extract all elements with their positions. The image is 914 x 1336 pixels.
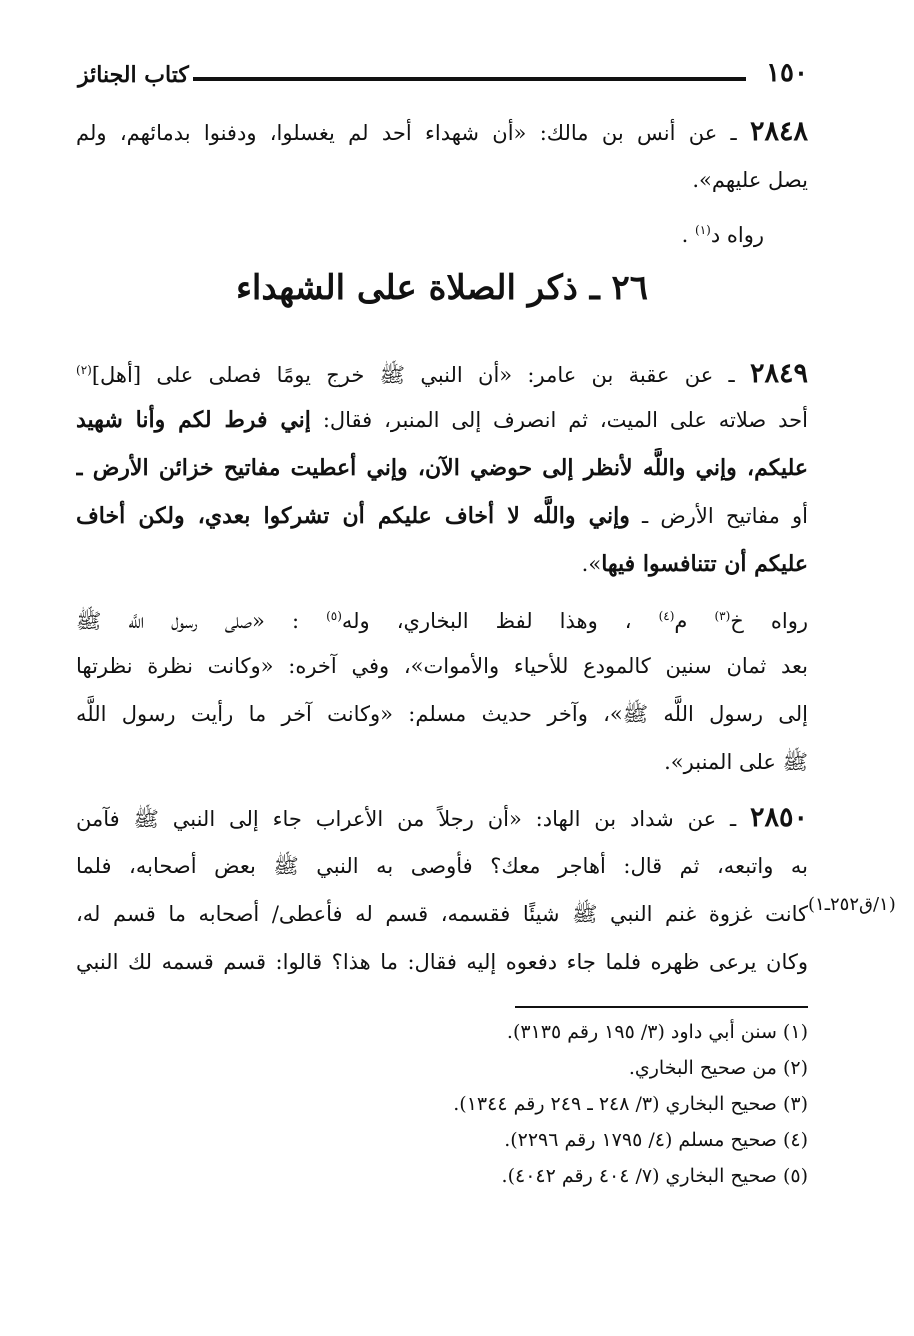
hadith-2849-line-8: إلى رسول اللَّه ﷺ»، وآخر حديث مسلم: «وكانت آخر ما رأيت رسول اللَّه — [76, 702, 808, 726]
hadith-2848-source — [682, 210, 764, 255]
hadith-2849-line-7: بعد ثمان سنين كالمودع للأحياء والأموات»، وفي آخره: «وكانت نظرة نظرتها — [76, 654, 808, 678]
hadith-text-bold: وإني واللَّه لا أخاف عليكم أن تشركوا بعدي، ولكن أخاف — [76, 503, 630, 529]
hadith-2850-line-1 — [76, 798, 808, 839]
hadith-text: ». — [581, 552, 602, 576]
hadith-text-bold: إني فرط لكم وأنا شهيد — [76, 407, 311, 433]
page-number: ١٥٠ — [766, 58, 808, 88]
section-heading: ٢٦ ـ ذكر الصلاة على الشهداء — [235, 268, 649, 308]
footnote-ref: (٥) — [326, 609, 342, 623]
footnote-ref: (٣) — [714, 609, 731, 623]
hadith-2849-sources — [76, 596, 808, 641]
hadith-2849-line-9: ﷺ على المنبر». — [664, 750, 808, 774]
manuscript-margin-note: (١/ق٢٥٢ـ١) — [808, 894, 896, 915]
hadith-text: ـ عن أنس بن مالك: «أن شهداء أحد لم يغسلوا، ودفنوا بدمائهم، ولم — [76, 121, 750, 145]
header-rule — [193, 77, 746, 81]
hadith-text: ـ عن شداد بن الهاد: «أن رجلاً من الأعراب جاء إلى النبي ﷺ فآمن — [76, 807, 750, 831]
hadith-2850-line-3: كانت غزوة غنم النبي ﷺ شيئًا فقسمه، قسم له فأعطى/ أصحابه ما قسم له، — [76, 902, 808, 926]
page-header — [78, 58, 808, 94]
hadith-text: أحد صلاته على الميت، ثم انصرف إلى المنبر، فقال: — [310, 408, 808, 432]
hadith-2849-line-1 — [76, 350, 808, 395]
footnote-1: (١) سنن أبي داود (٣/ ١٩٥ رقم ٣١٣٥). — [506, 1021, 808, 1043]
hadith-2849-line-3: عليكم، وإني واللَّه لأنظر إلى حوضي الآن، وإني أعطيت مفاتيح خزائن الأرض ـ — [76, 455, 808, 481]
hadith-2849-line-4 — [76, 496, 808, 536]
hadith-2850-line-2: به واتبعه، ثم قال: أهاجر معك؟ فأوصى به النبي ﷺ بعض أصحابه، فلما — [76, 854, 808, 878]
hadith-number: ٢٨٤٨ — [749, 116, 808, 147]
hadith-number: ٢٨٤٩ — [749, 358, 808, 389]
hadith-2849-line-2 — [76, 400, 808, 440]
hadith-number: ٢٨٥٠ — [749, 802, 808, 833]
footnote-2: (٢) من صحيح البخاري. — [628, 1057, 808, 1079]
footnote-4: (٤) صحيح مسلم (٤/ ١٧٩٥ رقم ٢٢٩٦). — [504, 1129, 808, 1151]
hadith-2850-line-4: وكان يرعى ظهره فلما جاء دفعوه إليه فقال: ما هذا؟ قالوا: قسم قسمه لك النبي — [76, 950, 808, 974]
hadith-2848-line-1 — [76, 112, 808, 153]
source-end: . — [681, 223, 696, 247]
source-text: م — [674, 609, 715, 633]
footnote-ref: (٢) — [76, 363, 92, 377]
source-text: رواه د — [710, 223, 764, 247]
footnote-3: (٣) صحيح البخاري (٣/ ٢٤٨ ـ ٢٤٩ رقم ١٣٤٤). — [453, 1093, 808, 1115]
footnote-separator — [515, 1006, 808, 1008]
hadith-text-bold: عليكم أن تتنافسوا فيها — [601, 551, 808, 577]
hadith-text: أو مفاتيح الأرض ـ — [629, 504, 808, 528]
footnote-5: (٥) صحيح البخاري (٧/ ٤٠٤ رقم ٤٠٤٢). — [501, 1165, 808, 1187]
source-text: رواه خ — [730, 609, 808, 633]
hadith-2848-line-2: يصل عليهم». — [692, 168, 808, 192]
hadith-2849-line-5 — [76, 544, 808, 584]
footnote-ref: (١) — [695, 223, 711, 237]
footnote-ref: (٤) — [658, 609, 675, 623]
source-text: : «صلى رسول اللَّه ﷺ — [76, 609, 327, 633]
source-text: ، وهذا لفظ البخاري، وله — [341, 609, 659, 633]
hadith-text: ـ عن عقبة بن عامر: «أن النبي ﷺ خرج يومًا فصلى على [أهل] — [91, 363, 750, 387]
book-title: كتاب الجنائز — [78, 62, 189, 88]
